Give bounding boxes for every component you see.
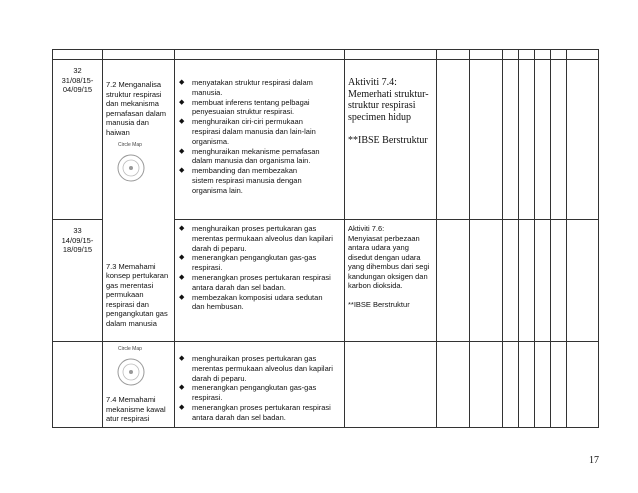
diamond-bullet-icon: ◆: [179, 79, 185, 86]
topic-cell: [103, 60, 175, 220]
diamond-bullet-icon: ◆: [179, 403, 185, 411]
outcomes-cell: [175, 342, 345, 428]
list-item: ◆ menyatakan struktur respirasi dalam manusia.: [179, 78, 313, 97]
week-cell: [53, 60, 103, 220]
empty-cell: [437, 60, 470, 220]
list-item: ◆ menerangkan proses pertukaran respirasi antara darah dan sel badan.: [179, 402, 331, 422]
page-number: 17: [589, 455, 599, 466]
header-cell: [470, 50, 503, 60]
header-cell: [53, 50, 103, 60]
empty-cell: [567, 60, 599, 220]
empty-cell: [470, 60, 503, 220]
activity-cell: [345, 342, 437, 428]
circle-map-icon: [116, 153, 146, 183]
header-cell: [503, 50, 519, 60]
empty-cell: [470, 342, 503, 428]
topic-cell: [103, 220, 175, 342]
empty-cell: [535, 220, 551, 342]
circle-map-label: Circle Map: [118, 142, 142, 148]
diamond-bullet-icon: ◆: [179, 254, 185, 262]
activity-text: Aktiviti 7.6: Menyiasat perbezaan antara udara yang disedut dengan udara yang dihembus dari segi kandungan oksigen dan karbon dioksida. **IBSE Berstruktur: [348, 224, 430, 309]
empty-cell: [551, 60, 567, 220]
topic-label: 7.2 Menganalisa struktur respirasi dan mekanisma pernafasan dalam manusia dan haiwan: [106, 80, 167, 137]
empty-cell: [519, 342, 535, 428]
activity-cell: [345, 220, 437, 342]
diamond-bullet-icon: ◆: [179, 273, 185, 281]
diamond-bullet-icon: ◆: [179, 118, 185, 126]
topic-cell: [103, 342, 175, 428]
header-cell: [567, 50, 599, 60]
circle-map-label: Circle Map: [118, 346, 142, 352]
empty-cell: [470, 220, 503, 342]
activity-text: Aktiviti 7.4: Memerhati struktur- struktur respirasi specimen hidup **IBSE Berstruktur: [348, 77, 429, 146]
empty-cell: [519, 60, 535, 220]
empty-cell: [551, 220, 567, 342]
table-row: [53, 60, 599, 220]
diamond-bullet-icon: ◆: [179, 147, 185, 155]
list-item: ◆ menghuraikan proses pertukaran gas merentas permukaan alveolus dan kapilari darah di peparu.: [179, 354, 333, 383]
diamond-bullet-icon: ◆: [179, 355, 185, 362]
diamond-bullet-icon: ◆: [179, 167, 185, 175]
empty-cell: [519, 220, 535, 342]
circle-map-icon: [116, 357, 146, 387]
outcomes-list: [178, 222, 341, 312]
activity-cell: [345, 60, 437, 220]
list-item: ◆ menghuraikan ciri-ciri permukaan respirasi dalam manusia dan lain-lain organisma.: [179, 117, 316, 146]
header-cell: [519, 50, 535, 60]
header-cell: [345, 50, 437, 60]
empty-cell: [503, 220, 519, 342]
topic-label: 7.4 Memahami mekanisme kawal atur respirasi: [106, 395, 166, 423]
list-item: ◆ menerangkan pengangkutan gas-gas respirasi.: [179, 383, 317, 403]
outcomes-list: [178, 62, 341, 196]
outcomes-cell: [175, 220, 345, 342]
header-cell: [175, 50, 345, 60]
list-item: ◆ menghuraikan proses pertukaran gas merentas permukaan alveolus dan kapilari darah di peparu.: [179, 224, 333, 253]
list-item: ◆ menerangkan proses pertukaran respirasi antara darah dan sel badan.: [179, 272, 331, 292]
diamond-bullet-icon: ◆: [179, 98, 185, 106]
header-cell: [535, 50, 551, 60]
empty-cell: [567, 220, 599, 342]
diamond-bullet-icon: ◆: [179, 384, 185, 392]
list-item: ◆ membanding dan membezakan sistem respirasi manusia dengan organisma lain.: [179, 166, 302, 195]
empty-cell: [535, 342, 551, 428]
diamond-bullet-icon: ◆: [179, 293, 185, 301]
lesson-plan-table: [52, 49, 599, 428]
week-cell: [53, 220, 103, 342]
list-item: ◆ menghuraikan mekanisme pernafasan dalam manusia dan organisma lain.: [179, 146, 320, 166]
empty-cell: [503, 60, 519, 220]
table-row: [53, 342, 599, 428]
outcomes-cell: [175, 60, 345, 220]
empty-cell: [551, 342, 567, 428]
list-item: ◆ membuat inferens tentang pelbagai penyesuaian struktur respirasi.: [179, 97, 310, 117]
header-cell: [551, 50, 567, 60]
header-row: [53, 50, 599, 60]
empty-cell: [535, 60, 551, 220]
diamond-bullet-icon: ◆: [179, 225, 185, 232]
header-cell: [437, 50, 470, 60]
week-label: 32 31/08/15- 04/09/15: [61, 66, 94, 94]
empty-cell: [567, 342, 599, 428]
empty-cell: [503, 342, 519, 428]
list-item: ◆ membezakan komposisi udara sedutan dan hembusan.: [179, 292, 323, 312]
topic-label: 7.3 Memahami konsep pertukaran gas merentasi permukaan respirasi dan pengangkutan gas dalam manusia: [106, 261, 169, 328]
table-row: [53, 220, 599, 342]
week-label: 33 14/09/15- 18/09/15: [61, 226, 94, 254]
week-cell: [53, 342, 103, 428]
empty-cell: [437, 220, 470, 342]
list-item: ◆ menerangkan pengangkutan gas-gas respirasi.: [179, 253, 317, 273]
empty-cell: [437, 342, 470, 428]
outcomes-list: [178, 344, 341, 423]
header-cell: [103, 50, 175, 60]
